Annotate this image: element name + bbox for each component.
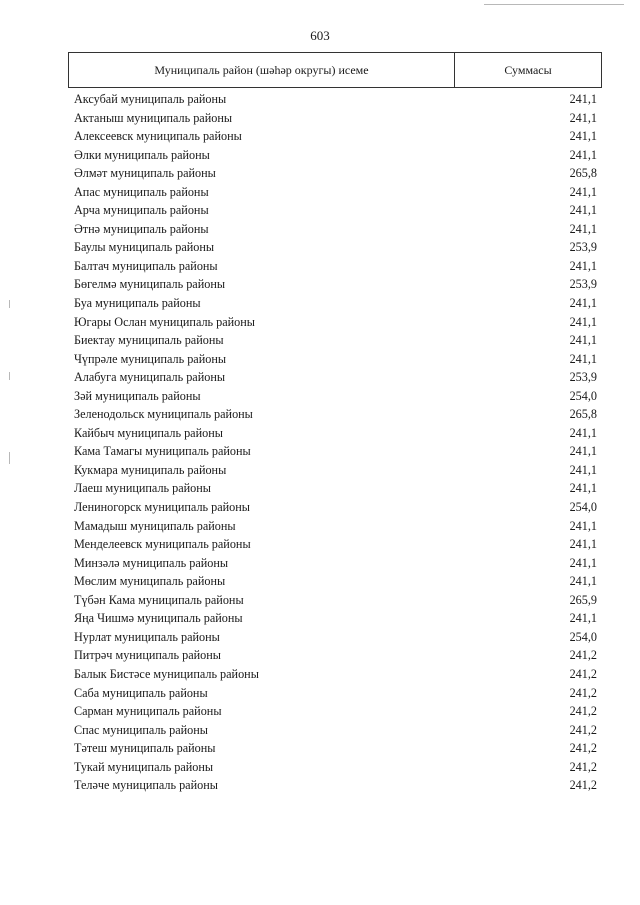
district-name: Югары Ослан муниципаль районы xyxy=(74,314,255,329)
district-name: Актаныш муниципаль районы xyxy=(74,110,233,125)
district-name: Нурлат муниципаль районы xyxy=(74,629,220,644)
table-row xyxy=(72,146,597,165)
district-sum: 241,1 xyxy=(569,184,597,199)
district-name: Тәтеш муниципаль районы xyxy=(74,741,216,756)
district-name: Чүпрәле муниципаль районы xyxy=(74,351,227,366)
table-row xyxy=(72,646,597,665)
district-name: Кукмара муниципаль районы xyxy=(74,462,227,477)
district-name: Алексеевск муниципаль районы xyxy=(74,129,242,144)
district-name: Лаеш муниципаль районы xyxy=(74,481,211,496)
district-name: Әтнә муниципаль районы xyxy=(74,221,209,236)
district-sum: 241,1 xyxy=(569,351,597,366)
scan-edge-mark xyxy=(9,372,10,380)
district-sum: 241,2 xyxy=(569,685,597,700)
district-name: Мамадыш муниципаль районы xyxy=(74,518,236,533)
table-row xyxy=(72,405,597,424)
district-sum: 254,0 xyxy=(569,388,597,403)
district-sum: 253,9 xyxy=(569,240,597,255)
district-sum: 241,1 xyxy=(569,258,597,273)
district-sum: 265,8 xyxy=(569,407,597,422)
table-row xyxy=(72,368,597,387)
table-row xyxy=(72,721,597,740)
table-row xyxy=(72,350,597,369)
district-name: Зеленодольск муниципаль районы xyxy=(74,407,253,422)
district-name: Тукай муниципаль районы xyxy=(74,759,214,774)
district-sum: 241,1 xyxy=(569,333,597,348)
district-name: Балык Бистәсе муниципаль районы xyxy=(74,666,259,681)
district-name: Минзәлә муниципаль районы xyxy=(74,555,229,570)
district-name: Апас муниципаль районы xyxy=(74,184,209,199)
district-name: Саба муниципаль районы xyxy=(74,685,208,700)
district-name: Баулы муниципаль районы xyxy=(74,240,215,255)
district-sum: 241,1 xyxy=(569,444,597,459)
district-sum: 241,2 xyxy=(569,741,597,756)
table-row xyxy=(72,702,597,721)
district-name: Түбән Кама муниципаль районы xyxy=(74,592,244,607)
district-sum: 253,9 xyxy=(569,370,597,385)
district-name: Питрәч муниципаль районы xyxy=(74,648,221,663)
scan-edge-line xyxy=(484,4,624,5)
district-sum: 241,1 xyxy=(569,203,597,218)
district-name: Алабуга муниципаль районы xyxy=(74,370,226,385)
district-name: Менделеевск муниципаль районы xyxy=(74,537,251,552)
district-sum: 241,1 xyxy=(569,110,597,125)
district-sum: 241,2 xyxy=(569,666,597,681)
table-row xyxy=(72,331,597,350)
scan-edge-mark xyxy=(9,300,10,308)
district-list xyxy=(72,90,597,795)
district-sum: 241,2 xyxy=(569,704,597,719)
table-row xyxy=(72,220,597,239)
district-name: Теләче муниципаль районы xyxy=(74,778,218,793)
district-name: Яңа Чишмә муниципаль районы xyxy=(74,611,243,626)
scan-edge-mark xyxy=(9,452,10,464)
district-name: Спас муниципаль районы xyxy=(74,722,208,737)
district-sum: 241,1 xyxy=(569,296,597,311)
district-name: Сарман муниципаль районы xyxy=(74,704,222,719)
district-sum: 241,1 xyxy=(569,537,597,552)
district-name: Зәй муниципаль районы xyxy=(74,388,201,403)
district-sum: 241,2 xyxy=(569,722,597,737)
district-sum: 265,8 xyxy=(569,166,597,181)
district-sum: 265,9 xyxy=(569,592,597,607)
district-name: Аксубай муниципаль районы xyxy=(74,92,227,106)
district-name: Арча муниципаль районы xyxy=(74,203,209,218)
table-row xyxy=(72,90,597,109)
table-row xyxy=(72,609,597,628)
table-row xyxy=(72,498,597,517)
district-sum: 241,2 xyxy=(569,778,597,793)
district-name: Мөслим муниципаль районы xyxy=(74,574,226,589)
district-sum: 241,1 xyxy=(569,314,597,329)
district-sum: 241,2 xyxy=(569,759,597,774)
table-row xyxy=(72,164,597,183)
table-row xyxy=(72,776,597,795)
table-row xyxy=(72,127,597,146)
district-name: Әлмәт муниципаль районы xyxy=(74,166,216,181)
header-district-name: Муниципаль район (шәһәр округы) исеме xyxy=(69,53,455,87)
district-name: Кайбыч муниципаль районы xyxy=(74,425,223,440)
table-row xyxy=(72,572,597,591)
district-name: Лениногорск муниципаль районы xyxy=(74,500,250,515)
table-row xyxy=(72,665,597,684)
district-sum: 241,1 xyxy=(569,611,597,626)
district-sum: 241,1 xyxy=(569,147,597,162)
district-sum: 241,1 xyxy=(569,221,597,236)
table-header xyxy=(68,52,602,88)
table-row xyxy=(72,554,597,573)
table-row xyxy=(72,739,597,758)
district-sum: 241,1 xyxy=(569,425,597,440)
district-sum: 241,1 xyxy=(569,555,597,570)
table-row xyxy=(72,442,597,461)
district-sum: 254,0 xyxy=(569,500,597,515)
table-row xyxy=(72,313,597,332)
district-sum: 253,9 xyxy=(569,277,597,292)
district-sum: 241,2 xyxy=(569,648,597,663)
district-sum: 241,1 xyxy=(569,129,597,144)
district-name: Кама Тамагы муниципаль районы xyxy=(74,444,251,459)
table-row xyxy=(72,109,597,128)
table-row xyxy=(72,461,597,480)
table-row xyxy=(72,517,597,536)
district-sum: 241,1 xyxy=(569,92,597,106)
table-row xyxy=(72,479,597,498)
table-row xyxy=(72,238,597,257)
table-row xyxy=(72,294,597,313)
table-row xyxy=(72,183,597,202)
district-sum: 254,0 xyxy=(569,629,597,644)
table-row xyxy=(72,257,597,276)
district-name: Биектау муниципаль районы xyxy=(74,333,224,348)
district-name: Бөгелмә муниципаль районы xyxy=(74,277,226,292)
district-sum: 241,1 xyxy=(569,481,597,496)
table-row xyxy=(72,387,597,406)
table-row xyxy=(72,424,597,443)
district-name: Әлки муниципаль районы xyxy=(74,147,210,162)
page-number: 603 xyxy=(310,28,330,43)
district-sum: 241,1 xyxy=(569,518,597,533)
table-row xyxy=(72,684,597,703)
table-row xyxy=(72,275,597,294)
table-row xyxy=(72,535,597,554)
table-row xyxy=(72,591,597,610)
table-row xyxy=(72,201,597,220)
table-row xyxy=(72,628,597,647)
district-name: Балтач муниципаль районы xyxy=(74,258,218,273)
header-sum: Суммасы xyxy=(504,62,552,77)
district-sum: 241,1 xyxy=(569,574,597,589)
district-name: Буа муниципаль районы xyxy=(74,296,201,311)
table-row xyxy=(72,758,597,777)
district-sum: 241,1 xyxy=(569,462,597,477)
